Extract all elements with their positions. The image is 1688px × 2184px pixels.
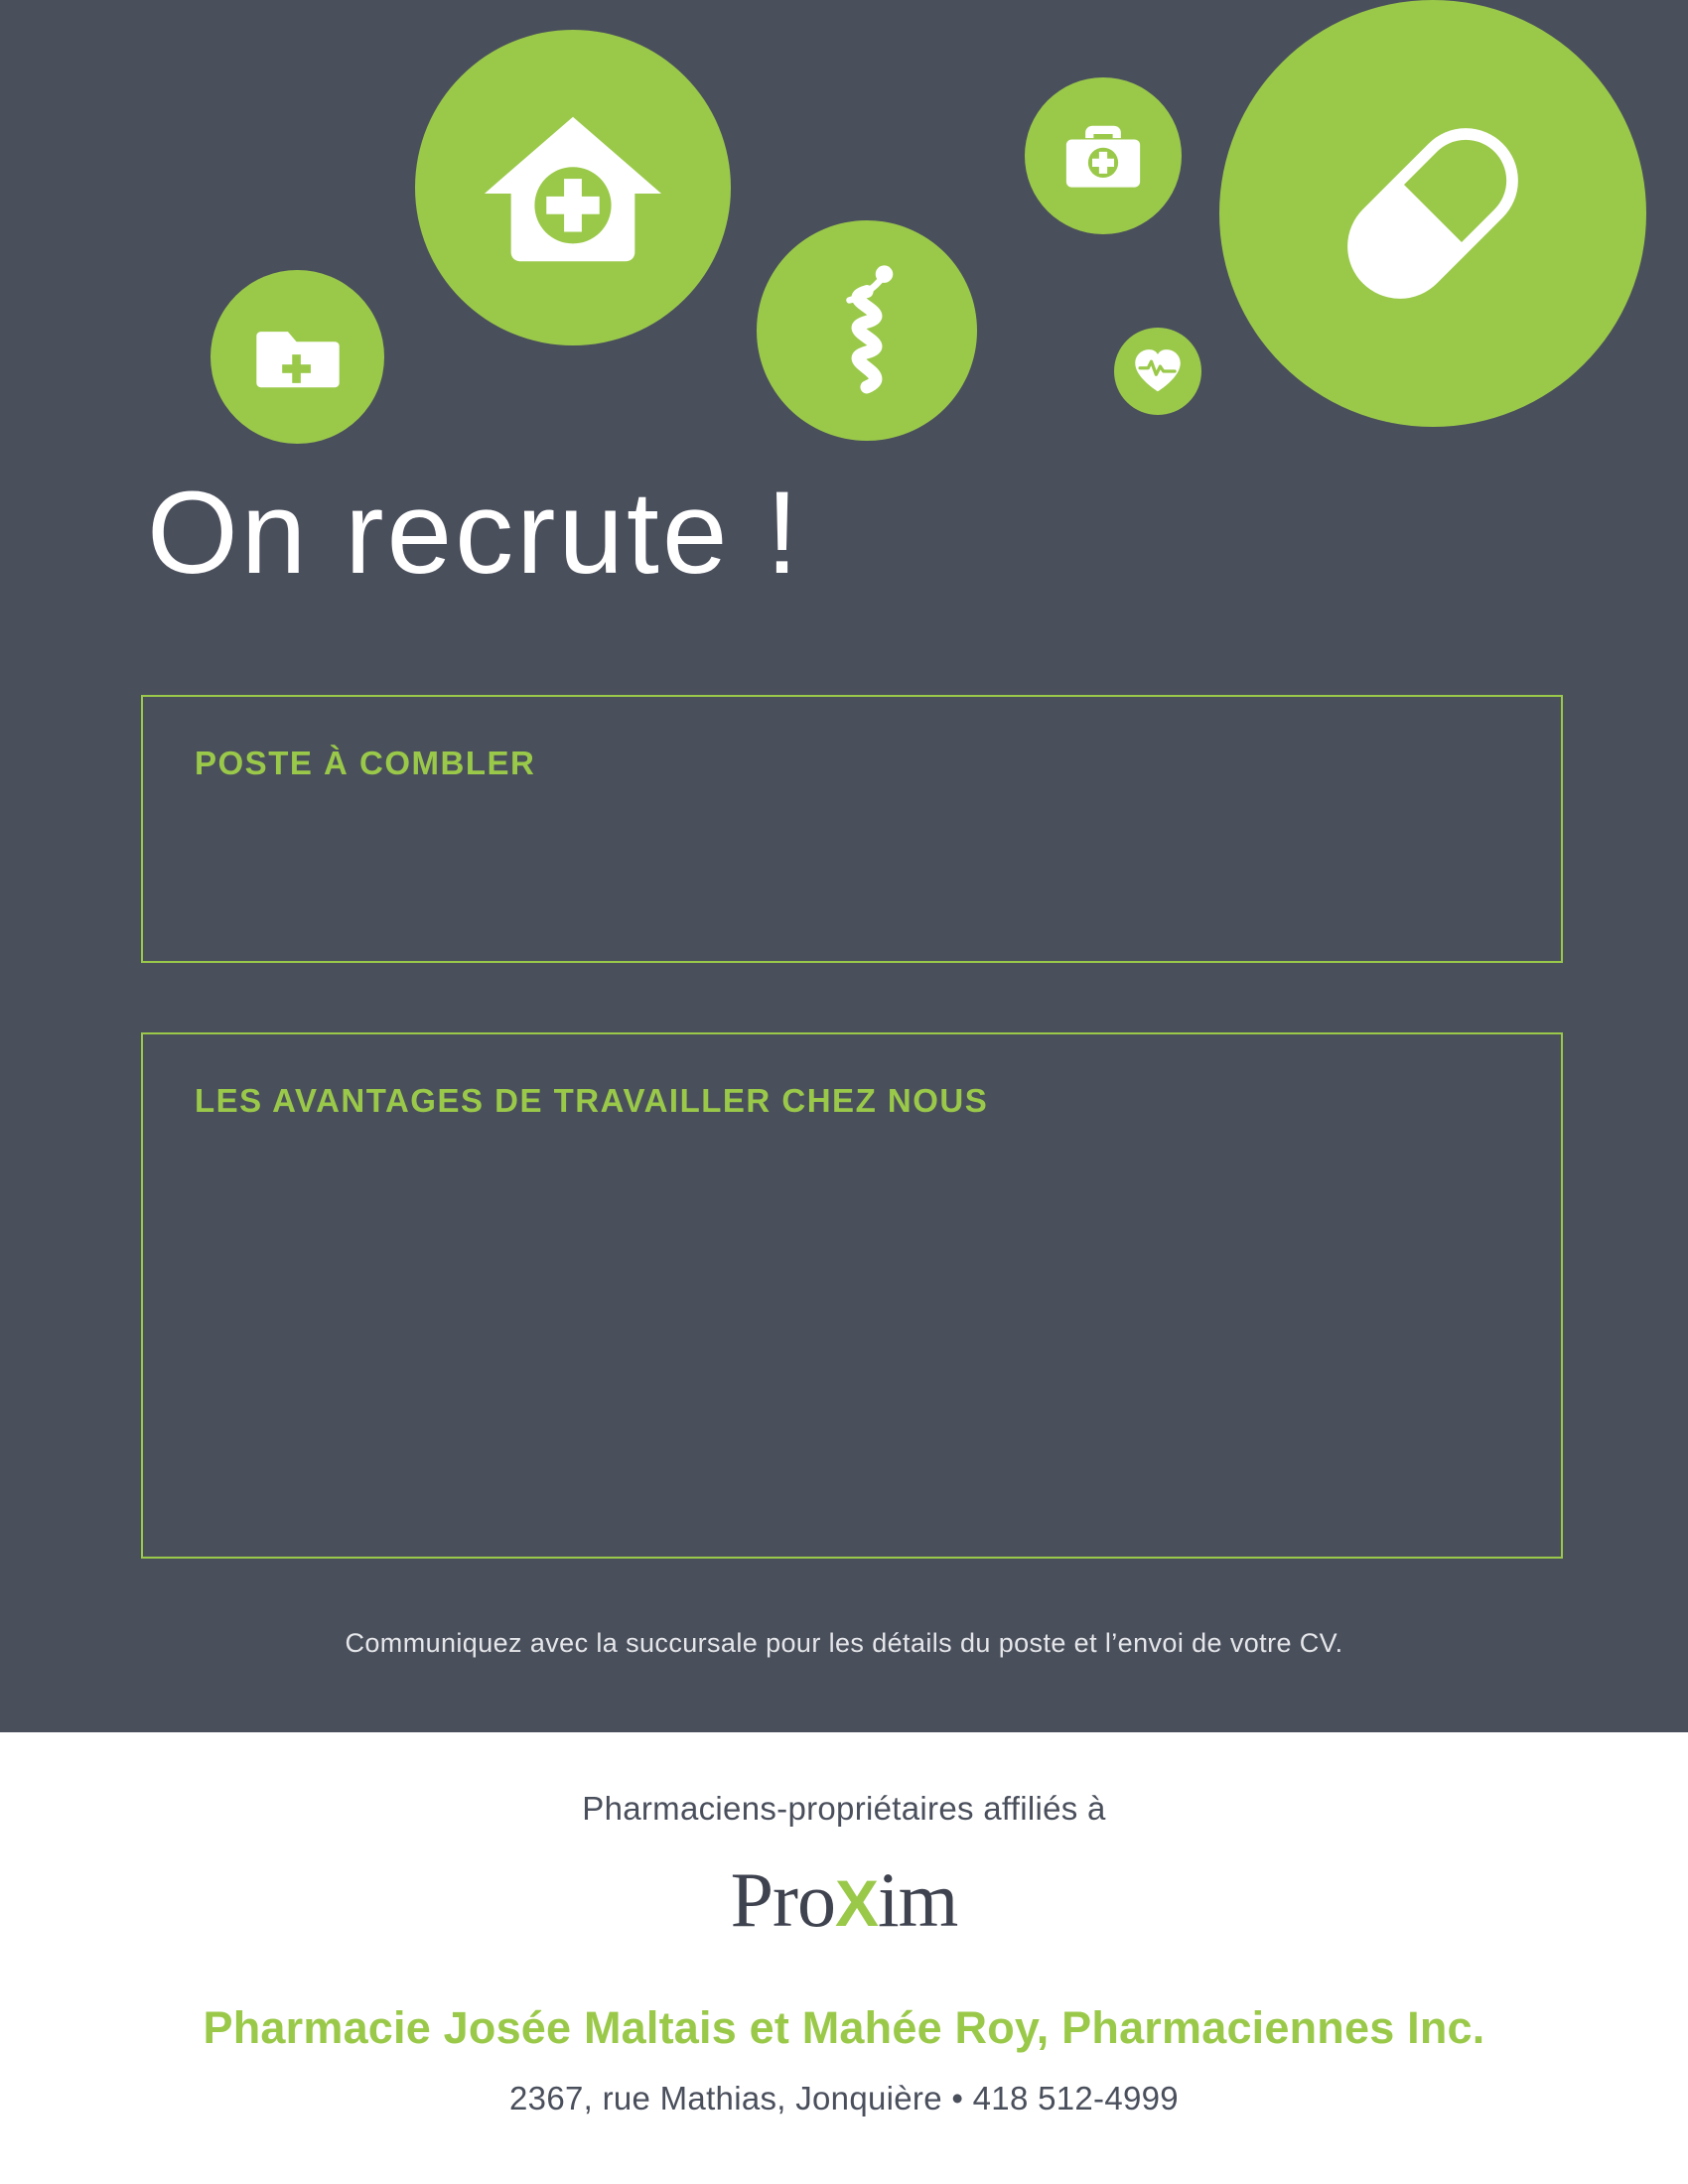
field-label-poste: POSTE À COMBLER (195, 745, 536, 781)
field-poste-a-combler[interactable] (141, 695, 1563, 963)
first-aid-kit-icon (1025, 77, 1182, 234)
heart-pulse-icon (1114, 328, 1201, 415)
proxim-logo (0, 1856, 1688, 1943)
field-avantages[interactable] (141, 1032, 1563, 1559)
field-label-avantages: LES AVANTAGES DE TRAVAILLER CHEZ NOUS (195, 1082, 989, 1119)
pill-capsule-icon (1219, 0, 1646, 427)
logo-text-part1: Pro (730, 1856, 835, 1943)
affiliation-text: Pharmaciens-propriétaires affiliés à (582, 1790, 1106, 1827)
page-title: On recrute ! (147, 468, 802, 599)
pharmacy-name: Pharmacie Josée Maltais et Mahée Roy, Pharmaciennes Inc. (203, 2002, 1485, 2053)
folder-plus-icon (211, 270, 384, 444)
footnote-text: Communiquez avec la succursale pour les détails du poste et l’envoi de votre CV. (345, 1628, 1343, 1658)
house-plus-icon (415, 30, 731, 345)
pharmacy-address: 2367, rue Mathias, Jonquière • 418 512-4999 (509, 2080, 1179, 2116)
footer-panel (0, 1732, 1688, 2184)
logo-x-mark: X (834, 1866, 879, 1940)
caduceus-icon (757, 220, 977, 441)
logo-text-part2: im (878, 1856, 958, 1943)
